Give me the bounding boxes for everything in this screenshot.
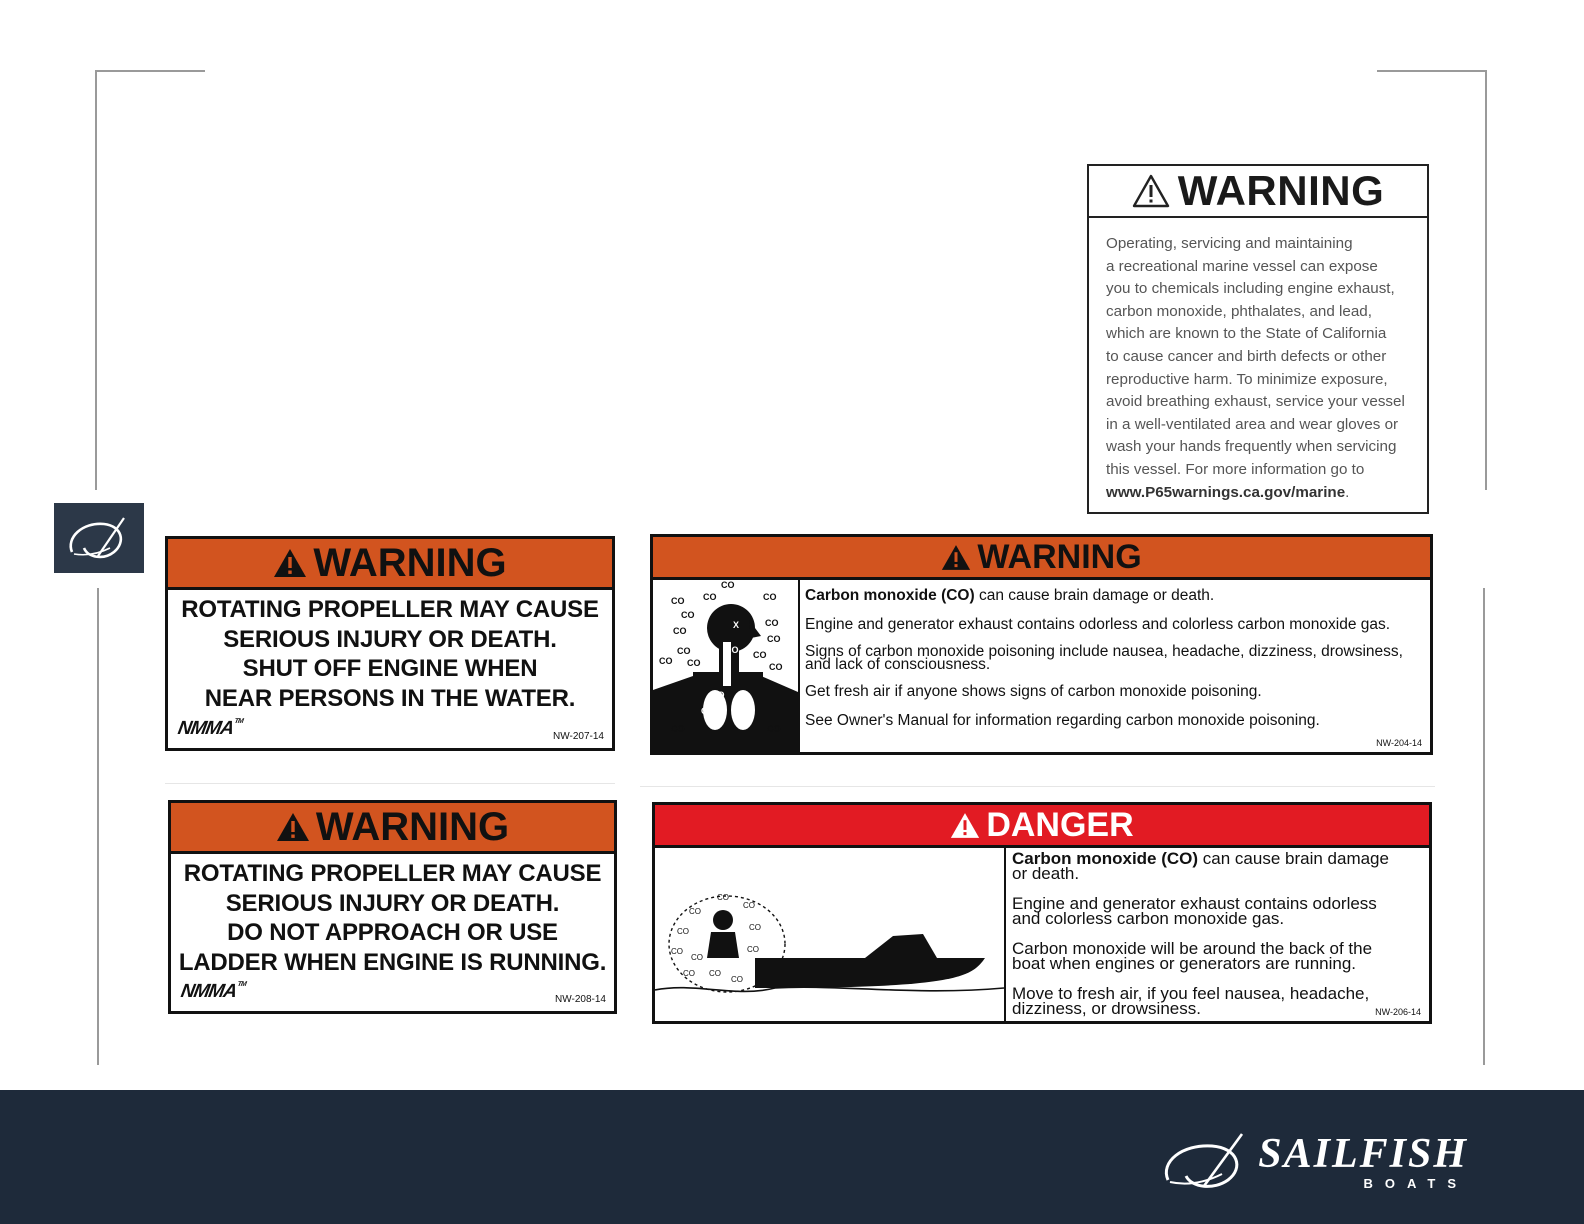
sticker-divider [640, 786, 1435, 787]
sticker-header [655, 805, 1429, 848]
p65-warning-label [1087, 164, 1429, 514]
sticker-title: WARNING [313, 540, 507, 585]
brand-sub: BOATS [1363, 1175, 1468, 1191]
co-warning-text [805, 587, 1403, 729]
co-label: CO [767, 634, 781, 644]
brand-wordmark [1258, 1130, 1468, 1191]
sticker-line: SHUT OFF ENGINE WHEN [242, 655, 538, 682]
warning-triangle-icon [276, 812, 310, 842]
frame-bottom-left-v [97, 588, 99, 1065]
p65-line: reproductive harm. To minimize exposure, [1106, 370, 1388, 388]
co-label: CO [725, 645, 739, 655]
p65-line: in a well-ventilated area and wear gloves or [1106, 415, 1399, 433]
co-line: Signs of carbon monoxide poisoning include nausea, headache, dizziness, drowsiness, [805, 643, 1403, 660]
sticker-code: NW-207-14 [553, 731, 604, 742]
co-line-rest: can cause brain damage [1198, 849, 1389, 868]
p65-line: to cause cancer and birth defects or other [1106, 347, 1387, 365]
sticker-divider [165, 783, 615, 784]
p65-line: carbon monoxide, phthalates, and lead, [1106, 302, 1372, 320]
footer-bar [0, 1090, 1584, 1224]
p65-warning-body [1089, 218, 1427, 504]
sailfish-emblem-icon [64, 512, 134, 564]
co-line: dizziness, or drowsiness. [1012, 999, 1201, 1018]
co-line: and lack of consciousness. [805, 656, 991, 673]
co-line: Move to fresh air, if you feel nausea, headache, [1012, 984, 1370, 1003]
boat-co-cloud-icon [655, 848, 1004, 1024]
co-label: CO [767, 724, 781, 734]
co-line: Engine and generator exhaust contains odorless [1012, 894, 1377, 913]
co-label: CO [763, 592, 777, 602]
co-label: CO [677, 927, 689, 936]
sticker-line: SERIOUS INJURY OR DEATH. [223, 625, 557, 653]
frame-top-left-v [95, 70, 97, 490]
nmma-logo-text: NMMA [179, 981, 239, 1002]
warning-triangle-icon [941, 544, 971, 571]
sticker-code: NW-206-14 [1375, 1007, 1421, 1017]
sticker-title: DANGER [986, 805, 1134, 844]
propeller-warning-sticker-2 [168, 800, 617, 1014]
side-logo [54, 503, 144, 573]
co-danger-sticker [652, 802, 1432, 1024]
co-label: CO [701, 706, 715, 716]
co-label: CO [709, 969, 721, 978]
co-label: CO [671, 596, 685, 606]
co-label: CO [691, 953, 703, 962]
co-warning-sticker [650, 534, 1433, 755]
p65-url-line [1106, 482, 1411, 505]
p65-line: this vessel. For more information go to [1106, 460, 1365, 478]
sailfish-brand-logo [1158, 1130, 1468, 1194]
frame-bottom-right-v [1483, 588, 1485, 1065]
p65-warning-title: WARNING [1177, 167, 1385, 214]
p65-warning-header [1089, 166, 1427, 218]
p65-line: Operating, servicing and maintaining [1106, 235, 1353, 252]
warning-triangle-icon [1132, 174, 1170, 208]
co-line: See Owner's Manual for information regarding carbon monoxide poisoning. [805, 712, 1320, 729]
p65-url: www.P65warnings.ca.gov/marine [1106, 483, 1346, 501]
co-label: CO [671, 724, 685, 734]
co-line: Engine and generator exhaust contains odorless and colorless carbon monoxide gas. [805, 616, 1391, 633]
co-label: CO [721, 580, 735, 590]
p65-line: a recreational marine vessel can expose [1106, 257, 1378, 275]
co-label: CO [749, 923, 761, 932]
co-label: CO [769, 662, 783, 672]
nmma-logo-text: NMMA [176, 718, 236, 739]
nmma-tm: TM [236, 981, 247, 988]
co-label: CO [711, 690, 725, 700]
co-label: CO [733, 712, 747, 722]
co-label: CO [683, 969, 695, 978]
co-label: CO [747, 945, 759, 954]
sticker-header [168, 539, 612, 590]
co-line: Carbon monoxide will be around the back of the [1012, 939, 1373, 958]
co-danger-text [1012, 851, 1389, 1016]
co-label: CO [703, 592, 717, 602]
x-eye-label: X [733, 620, 740, 630]
sticker-line: DO NOT APPROACH OR USE [227, 919, 558, 946]
nmma-logo [176, 718, 243, 740]
sticker-message [168, 590, 612, 713]
frame-top-right-v [1485, 70, 1487, 490]
co-label: CO [659, 656, 673, 666]
sticker-line: ROTATING PROPELLER MAY CAUSE [181, 596, 599, 623]
sticker-header [171, 803, 614, 854]
sticker-code: NW-208-14 [555, 994, 606, 1005]
sticker-code: NW-204-14 [1376, 738, 1422, 748]
sticker-message [171, 854, 614, 977]
sticker-title: WARNING [315, 804, 510, 849]
warning-triangle-icon [950, 812, 980, 839]
co-label: CO [731, 975, 743, 984]
p65-line: avoid breathing exhaust, service your vessel [1106, 393, 1405, 411]
co-line-bold: Carbon monoxide (CO) [1012, 849, 1199, 868]
sticker-line: NEAR PERSONS IN THE WATER. [204, 684, 576, 712]
warning-triangle-icon [273, 548, 307, 578]
sticker-line: ROTATING PROPELLER MAY CAUSE [183, 860, 602, 887]
nmma-logo [179, 981, 246, 1003]
co-line: boat when engines or generators are running. [1012, 954, 1357, 973]
brand-name: SAILFISH [1258, 1130, 1468, 1177]
co-label: CO [753, 650, 767, 660]
co-label: CO [673, 626, 687, 636]
frame-top-right-h [1377, 70, 1487, 72]
sticker-line: LADDER WHEN ENGINE IS RUNNING. [178, 948, 607, 976]
p65-url-suffix: . [1345, 483, 1350, 501]
co-label: CO [743, 901, 755, 910]
p65-line: wash your hands frequently when servicing [1106, 438, 1397, 456]
co-label: CO [689, 907, 701, 916]
nmma-tm: TM [233, 718, 244, 725]
frame-top-left-h [95, 70, 205, 72]
co-line-bold: Carbon monoxide (CO) [805, 587, 975, 604]
co-label: CO [717, 893, 729, 902]
sticker-line: SERIOUS INJURY OR DEATH. [225, 889, 560, 917]
co-label: CO [671, 947, 683, 956]
co-poisoning-person-icon [653, 580, 798, 755]
sticker-header [653, 537, 1430, 580]
co-line: Get fresh air if anyone shows signs of carbon monoxide poisoning. [805, 683, 1262, 700]
co-line: or death. [1012, 864, 1080, 883]
boat-co-illustration [655, 848, 1006, 1024]
sticker-title: WARNING [977, 537, 1142, 576]
p65-line: which are known to the State of California [1106, 325, 1387, 343]
sailfish-emblem-icon [1158, 1130, 1258, 1194]
co-line [805, 587, 1403, 604]
propeller-warning-sticker-1 [165, 536, 615, 751]
co-person-illustration [653, 580, 800, 755]
co-label: CO [765, 618, 779, 628]
co-label: CO [687, 658, 701, 668]
co-line: and colorless carbon monoxide gas. [1012, 909, 1285, 928]
co-label: CO [681, 610, 695, 620]
co-label: CO [677, 646, 691, 656]
co-label: CO [739, 694, 753, 704]
co-line-rest: can cause brain damage or death. [974, 587, 1215, 604]
p65-line: you to chemicals including engine exhaust, [1106, 280, 1395, 298]
